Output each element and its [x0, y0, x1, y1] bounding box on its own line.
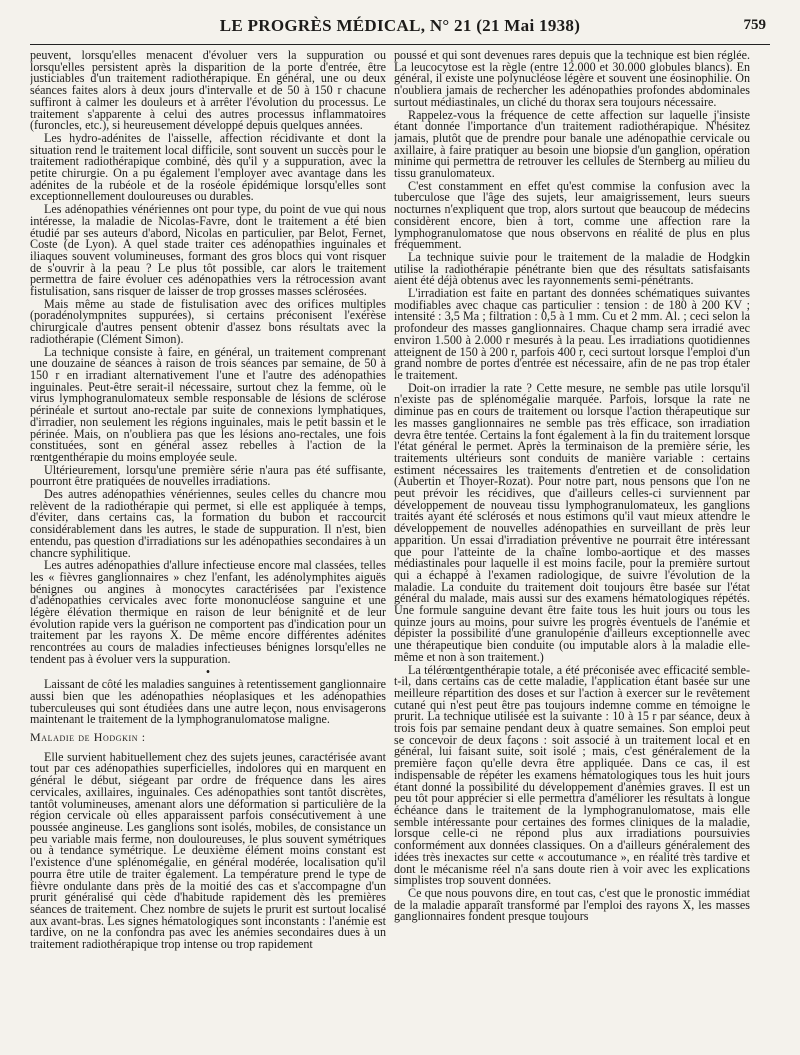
section-heading: Maladie de Hodgkin :: [30, 730, 146, 745]
paragraph: La télérœntgenthérapie totale, a été préconisée avec efficacité semble-t-il, dans certains cas de cette maladie, l'application étant basée sur une meilleure répartition des doses et sur l'action à exercer sur le revêtement cutané qui n'est peut être pas toujours indemne comme en témoigne le prurit. La technique utilisée est la suivante : 10 à 15 r par séance, deux à trois fois par semaine pendant deux à quatre semaines. Son emploi peut se concevoir de deux façons : soit associé à un traitement local et en général, lui faisant suite, soit isolé ; mais, c'est généralement de la première façon qu'elle devra être appliquée. Dans ce cas, il est indispensable de répéter les examens hématologiques tous les huit jours étant donné la possibilité du développement d'anémies graves. Il est un peu tôt pour apprécier si elle permettra d'améliorer les résultats à longue échéance dans le traitement de la lymphogranulomatose, mais elle semble intéressante pour certaines des formes cliniques de la maladie, lorsque celle-ci ne répond plus aux irradiations poursuivies conformément aux données classiques. On a d'ailleurs généralement des idées très inexactes sur cette « accoutumance », en réalité très tardive et dont le mécanisme réel n'a sans doute rien à voir avec les explications simplistes trop souvent données.: [394, 662, 750, 888]
paragraph: Des autres adénopathies vénériennes, seules celles du chancre mou relèvent de la radiothérapie qui permet, si elle est appliquée à temps, d'éviter, dans certains cas, la formation du bubon et raccourcit considérablement dans les autres, le stade de suppuration. Il n'est, bien entendu, pas question d'irradiations sur les adénopathies secondaires à un chancre syphilitique.: [30, 487, 386, 560]
paragraph: Les adénopathies vénériennes ont pour type, du point de vue qui nous intéresse, la maladie de Nicolas-Favre, dont le traitement a été bien étudié par ses auteurs d'abord, Nicolas en particulier, par Belot, Fernet, Coste (de Lyon). A quel stade traiter ces adénopathies inguinales et iliaques souvent volumineuses, formant des gros blocs qui vont risquer de s'ouvrir à la peau ? Le plus tôt possible, car alors le traitement permettra de faire évoluer ces adénopathies vers la rétrocession avant fistulisation, sans risquer de laisser de trop grosses masses sclérosées.: [30, 202, 386, 299]
paragraph: poussé et qui sont devenues rares depuis que la technique est bien réglée. La leucocytose est la règle (entre 12.000 et 30.000 globules blancs). En général, il existe une polynucléose légère et souvent une éosinophilie. On n'oubliera jamais de rechercher les adénopathies profondes abdominales surtout médiastinales, un cliché du thorax sera toujours nécessaire.: [394, 50, 750, 109]
paragraph: Les hydro-adénites de l'aisselle, affection récidivante et dont la situation rend le traitement local difficile, sont souvent un succès pour le traitement radiothérapique combiné, dès qu'il y a suppuration, avec la petite chirurgie. On a pu également l'employer avec avantage dans les adénites de la rubéole et de la roséole épidémique lorsqu'elles sont exceptionnellement douloureuses ou durables.: [30, 130, 386, 204]
paragraph: Mais même au stade de fistulisation avec des orifices multiples (poradénolympnites suppurées), si certains préconisent l'exérèse chirurgicale d'autres pensent obtenir d'assez bons résultats avec la radiothérapie (Clément Simon).: [30, 296, 386, 346]
paragraph: Laissant de côté les maladies sanguines à retentissement ganglionnaire aussi bien que les adénopathies néoplasiques et les adénopathies tuberculeuses qui sont étudiées dans une autre leçon, nous envisagerons maintenant le traitement de la lymphogranulomatose maligne.: [30, 677, 386, 727]
paragraph: La technique consiste à faire, en général, un traitement comprenant une douzaine de séances à raison de trois séances par semaine, de 50 à 150 r en irradiant alternativement l'une et l'autre des adénopathies inguinales. Peut-être serait-il nécessaire, surtout chez la femme, où le virus lymphogranulomateux semble responsable de lésions de sclérose périnéale et surtout ano-rectale par suite de connexions lymphatiques, d'irradier, non seulement les régions inguinales, mais le petit bassin et le périnée. Mais, on n'oubliera pas que les lésions ano-rectales, une fois constituées, sont en général assez rebelles à l'action de la rœntgenthérapie du moins employée seule.: [30, 344, 386, 464]
journal-title: LE PROGRÈS MÉDICAL, N° 21 (21 Mai 1938): [219, 16, 581, 35]
paragraph: La technique suivie pour le traitement de la maladie de Hodgkin utilise la radiothérapie pénétrante bien que des résultats satisfaisants aient été déjà obtenus avec les rayonnements semi-pénétrants.: [394, 249, 750, 288]
paragraph: L'irradiation est faite en partant des données schématiques suivantes modifiables avec chaque cas particulier : tension : de 180 à 200 KV ; intensité : 3,5 Ma ; filtration : 0,5 à 1 mm. Cu et 2 mm. Al. ; ceci selon la profondeur des masses ganglionnaires. Chaque champ sera irradié avec environ 1.500 à 2.000 r mesurés à la peau. Les irradiations quotidiennes atteignent de 150 à 200 r, parfois 400 r, ceci surtout lorsque l'emploi d'un grand nombre de portes d'entrée est nécessaire, afin de ne pas trop étaler le traitement.: [394, 286, 750, 382]
paragraph: C'est constamment en effet qu'est commise la confusion avec la tuberculose que l'âge des sujets, leur amaigrissement, leurs sueurs nocturnes n'expliquent que trop, alors surtout que beaucoup de médecins considèrent encore, bien à tort, comme une affection rare la lymphogranulomatose que nous observons en réalité de plus en plus fréquemment.: [394, 178, 750, 252]
paragraph: Les autres adénopathies d'allure infectieuse encore mal classées, telles les « fièvres ganglionnaires » chez l'enfant, les adénolymphites aiguës bénignes ou angines à monocytes caractérisées par l'existence d'adénopathies cervicales avec forte mononucléose sanguine et une légère élévation thermique en raison de leur bénignité et de leur évolution rapide vers la guérison ne comportent pas d'indication pour un traitement par les rayons X. De même encore différentes adénites rencontrées au cours de maladies infectieuses bénignes lorsqu'elles ne tendent pas à évoluer vers la suppuration.: [30, 558, 386, 666]
paragraph: Ultérieurement, lorsqu'une première série n'aura pas été suffisante, pourront être pratiquées de nouvelles irradiations.: [30, 462, 386, 489]
left-column: [30, 50, 386, 1050]
right-column: [394, 50, 750, 1050]
header-rule: [30, 44, 770, 45]
paragraph: Rappelez-vous la fréquence de cette affection sur laquelle j'insiste étant donnée l'importance d'un traitement radiothérapique. N'hésitez jamais, plutôt que de prendre pour banale une adénopathie cervicale ou axillaire, à faire pratiquer au besoin une biopsie d'un ganglion, opération minime qui permettra de retrouver les cellules de Sternberg au milieu du tissu granulomateux.: [394, 107, 750, 181]
paragraph: Ce que nous pouvons dire, en tout cas, c'est que le pronostic immédiat de la maladie apparaît transformé par l'emploi des rayons X, les masses ganglionnaires fondent presque toujours: [394, 885, 750, 924]
separator-dot: •: [205, 664, 211, 679]
paragraph: peuvent, lorsqu'elles menacent d'évoluer vers la suppuration ou lorsqu'elles persistent après la disparition de la porte d'entrée, être justiciables d'un traitement radiothérapique. En général, une ou deux séances faites alors à deux jours d'intervalle et de 50 à 150 r chacune suffiront à calmer les douleurs et à arrêter l'évolution du processus. Le traitement s'apparente à celui des autres processus inflammatoires (furoncles, etc.), si heureusement développé depuis quelques années.: [30, 50, 386, 133]
page-number: 759: [743, 17, 766, 33]
running-header: [30, 16, 770, 40]
paragraph: Elle survient habituellement chez des sujets jeunes, caractérisée avant tout par ces adénopathies superficielles, indolores qui en marquent en général le début, siégeant par ordre de fréquence dans les aires cervicales, axillaires, inguinales. Ces adénopathies sont tantôt discrètes, tantôt volumineuses, amenant alors une déformation si particulière de la région cervicale où elles apparaissent parfois consécutivement à une poussée angineuse. Les ganglions sont isolés, mobiles, de consistance un peu variable mais ferme, non douloureuses, le plus souvent symétriques ou à tendance symétrique. Le deuxième élément moins constant est l'existence d'une splénomégalie, en général modérée, localisation qu'il pourra être utile de traiter également. La température prend le type de fièvre ondulante dans près de la moitié des cas et s'accompagne d'un prurit généralisé qui cède d'habitude rapidement dès les premières séances de traitement. Chez nombre de sujets le prurit est surtout localisé aux avant-bras. Les signes hématologiques sont inconstants : l'anémie est tardive, on ne la confondra pas avec les anémies secondaires dues à un traitement radiothérapique trop intense ou trop rapidement: [30, 749, 386, 952]
paragraph: Doit-on irradier la rate ? Cette mesure, ne semble pas utile lorsqu'il n'existe pas de splénomégalie marquée. Parfois, lorsque la rate ne diminue pas en cours de traitement ou lorsque l'action thérapeutique sur les masses ganglionnaires ne semble pas très efficace, son irradiation devra être tentée. Certains la font également à la fin du traitement lorsque l'état général le permet. Après la terminaison de la première série, les traitements ultérieurs sont conduits de manière variable : certains estiment nécessaires les traitements d'entretien et de consolidation (Aubertin et Thoyer-Rozat). Pour notre part, nous pensons que l'on ne peut prévoir les récidives, que d'ailleurs celles-ci surviennent par développement de nouveau tissu lymphogranulomateux, les ganglions traités ayant été sclérosés et nous estimons qu'il vaut mieux attendre le développement de nouvelles adénopathies en surveillant de près leur apparition. Un essai d'irradiation préventive ne pourrait être intéressant que pour l'atteinte de la chaîne lombo-aortique et des masses médiastinales pour laquelle il est moins facile, pour la première surtout qui a échappé à l'examen radiologique, de suivre l'évolution de la maladie. La conduite du traitement doit toujours être basée sur l'état général du malade, mais aussi sur des examens hématologiques répétés. Une formule sanguine devant être faite tous les huit jours ou tous les quinze jours au moins, pour suivre les progrès éventuels de l'anémie et dépister la possibilité d'une granulopénie d'ailleurs exceptionnelle avec une thérapeutique bien conduite (ou imputable alors à la maladie elle-même et non à son traitement.): [394, 380, 750, 664]
